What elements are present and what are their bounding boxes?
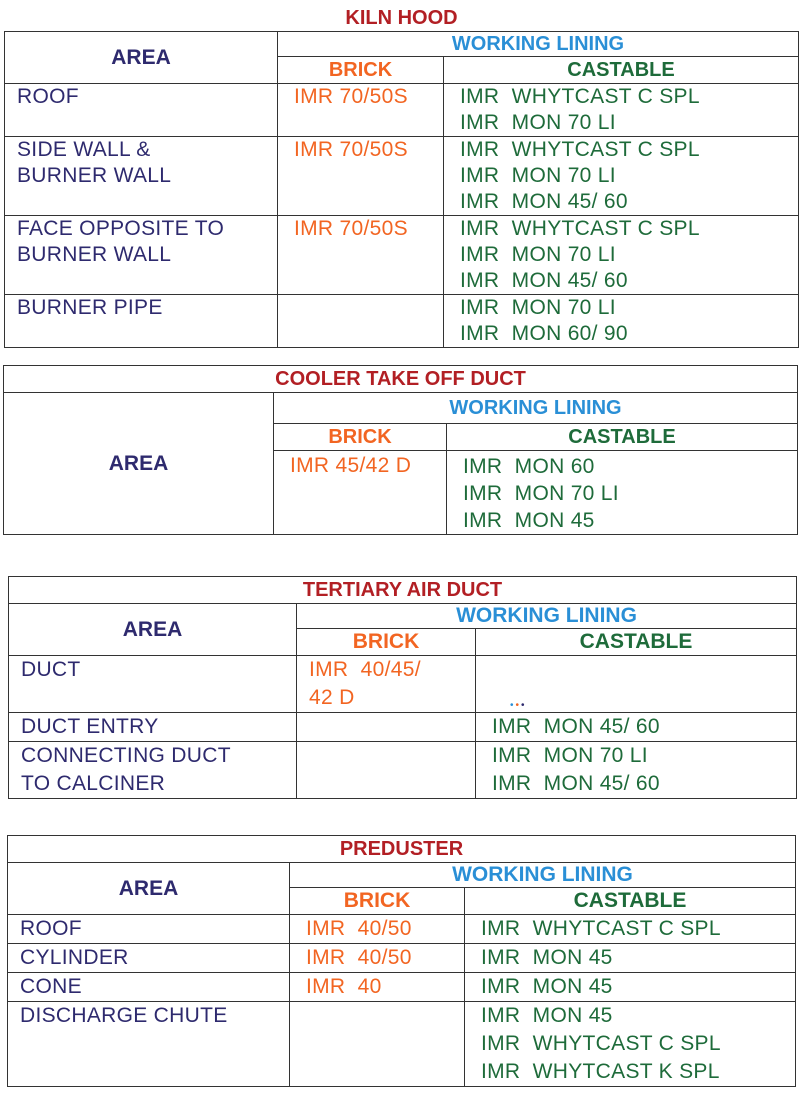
castable-cell: IMR MON 60 IMR MON 70 LI IMR MON 45 — [447, 451, 798, 535]
preduster-title: PREDUSTER — [8, 836, 796, 863]
castable-cell: IMR WHYTCAST C SPL IMR MON 70 LI IMR MON 45/ 60 — [444, 216, 799, 295]
area-cell: SIDE WALL & BURNER WALL — [5, 137, 278, 216]
brick-cell: IMR 45/42 D — [274, 451, 447, 535]
castable-cell: IMR MON 45 — [465, 973, 796, 1002]
table-row — [9, 713, 797, 742]
area-cell: ROOF — [8, 915, 290, 944]
tertiary-working-lining-header: WORKING LINING — [297, 604, 797, 629]
table-row — [9, 742, 797, 799]
area-cell: FACE OPPOSITE TO BURNER WALL — [5, 216, 278, 295]
cooler-take-off-duct-table — [3, 365, 798, 535]
brick-cell: IMR 40 — [290, 973, 465, 1002]
castable-cell: IMR WHYTCAST C SPL IMR MON 70 LI — [444, 84, 799, 137]
preduster-area-header: AREA — [8, 863, 290, 915]
cooler-title: COOLER TAKE OFF DUCT — [4, 366, 798, 393]
brick-cell: IMR 40/50 — [290, 944, 465, 973]
area-cell: CONE — [8, 973, 290, 1002]
area-cell: BURNER PIPE — [5, 295, 278, 348]
kiln-hood-area-header: AREA — [5, 32, 278, 84]
castable-cell: IMR MON 45/ 60 — [476, 713, 797, 742]
brick-cell — [290, 1002, 465, 1087]
area-cell: CONNECTING DUCT TO CALCINER — [9, 742, 297, 799]
brick-cell: IMR 70/50S — [278, 137, 444, 216]
table-row — [5, 216, 799, 295]
kiln-hood-brick-header: BRICK — [278, 57, 444, 84]
tertiary-title: TERTIARY AIR DUCT — [9, 577, 797, 604]
preduster-castable-header: CASTABLE — [465, 888, 796, 915]
brick-cell: IMR 70/50S — [278, 216, 444, 295]
kiln-hood-castable-header: CASTABLE — [444, 57, 799, 84]
table-row — [5, 137, 799, 216]
area-cell: DUCT — [9, 656, 297, 713]
tertiary-brick-header: BRICK — [297, 629, 476, 656]
brick-cell — [278, 295, 444, 348]
kiln-hood-working-lining-header: WORKING LINING — [278, 32, 799, 57]
kiln-hood-title: KILN HOOD — [5, 5, 799, 32]
table-row — [5, 295, 799, 348]
area-cell: ROOF — [5, 84, 278, 137]
castable-cell: IMR MON 45 — [465, 944, 796, 973]
table-row — [9, 656, 797, 713]
table-row — [5, 84, 799, 137]
brick-cell: IMR 70/50S — [278, 84, 444, 137]
cooler-brick-header: BRICK — [274, 424, 447, 451]
cooler-working-lining-header: WORKING LINING — [274, 393, 798, 424]
tertiary-area-header: AREA — [9, 604, 297, 656]
tertiary-air-duct-table — [8, 576, 797, 799]
cooler-area-header: AREA — [4, 393, 274, 535]
table-row — [8, 1002, 796, 1087]
area-cell: CYLINDER — [8, 944, 290, 973]
area-cell: DUCT ENTRY — [9, 713, 297, 742]
brick-cell: IMR 40/45/ 42 D — [297, 656, 476, 713]
table-row — [8, 915, 796, 944]
table-row — [8, 973, 796, 1002]
brick-cell: IMR 40/50 — [290, 915, 465, 944]
preduster-brick-header: BRICK — [290, 888, 465, 915]
kiln-hood-table — [4, 5, 799, 348]
castable-cell: IMR WHYTCAST C SPL — [465, 915, 796, 944]
castable-cell: IMR MON 45 IMR WHYTCAST C SPL IMR WHYTCAST K SPL — [465, 1002, 796, 1087]
table-row — [8, 944, 796, 973]
castable-cell: IMR MON 70 LI IMR MON 45/ 60 — [476, 742, 797, 799]
tertiary-castable-header: CASTABLE — [476, 629, 797, 656]
area-cell: DISCHARGE CHUTE — [8, 1002, 290, 1087]
preduster-table — [7, 835, 796, 1087]
scan-artifact-dots: • • • — [510, 700, 525, 711]
brick-cell — [297, 713, 476, 742]
brick-cell — [297, 742, 476, 799]
preduster-working-lining-header: WORKING LINING — [290, 863, 796, 888]
cooler-castable-header: CASTABLE — [447, 424, 798, 451]
castable-cell: IMR WHYTCAST C SPL IMR MON 70 LI IMR MON 45/ 60 — [444, 137, 799, 216]
castable-cell: IMR MON 70 LI IMR MON 60/ 90 — [444, 295, 799, 348]
